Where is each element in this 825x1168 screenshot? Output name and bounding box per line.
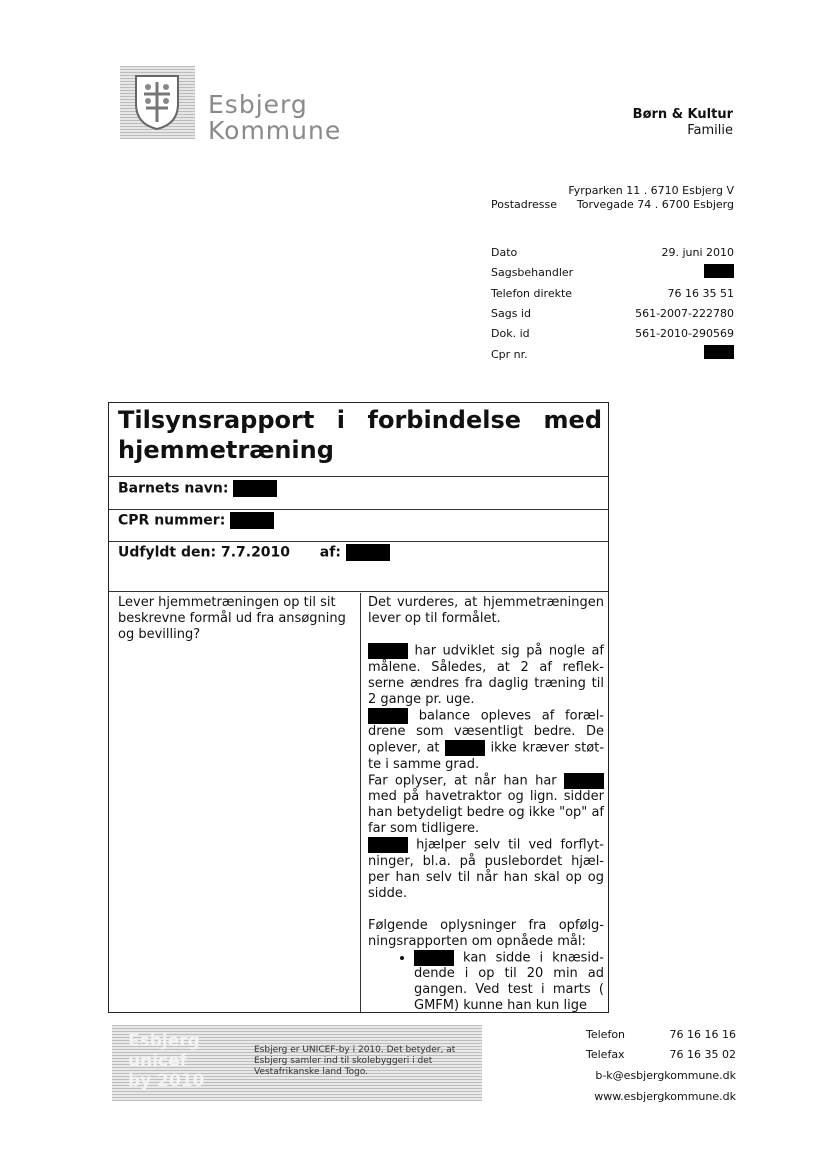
answer-paragraph-3: balance opleves af foræl-drene som væsentligt bedre. De oplever, at ikke kræver støt-te i samme grad.: [368, 708, 605, 772]
logo-line-2: Kommune: [208, 116, 342, 145]
answer-paragraph-5: hjælper selv til ved forflyt-ninger, bl.a. på puslebordet hjæl-per han selv til når han skal op og sidde.: [368, 837, 604, 901]
report-form: [108, 402, 609, 1013]
answer-text: [368, 595, 604, 1014]
unicef-logo-line-2: unicef: [128, 1051, 188, 1071]
coat-of-arms-icon: [120, 66, 195, 139]
question-text: Lever hjemmetræningen op til sit beskrevne formål ud fra ansøgning og bevilling?: [118, 595, 346, 642]
child-name-redacted: [233, 480, 277, 497]
filled-by-label: af:: [319, 544, 341, 561]
child-name-label: Barnets navn:: [118, 480, 229, 497]
doc-id-value: 561-2010-290569: [635, 327, 734, 340]
caseworker-label: Sagsbehandler: [491, 266, 574, 279]
address-line-1: Fyrparken 11 . 6710 Esbjerg V: [568, 184, 734, 197]
unicef-logo-line-3: by 2010: [128, 1071, 205, 1091]
filled-row: [118, 544, 390, 561]
unicef-banner: [112, 1025, 482, 1101]
department-block: [633, 107, 733, 139]
case-id-value: 561-2007-222780: [635, 307, 734, 320]
date-value: 29. juni 2010: [661, 246, 734, 259]
cpr-number-label: CPR nummer:: [118, 512, 226, 529]
footer-email[interactable]: b-k@esbjergkommune.dk: [595, 1069, 736, 1082]
unicef-logo: [128, 1031, 204, 1091]
answer-paragraph-2: har udviklet sig på nogle af målene. Således, at 2 af reflek-serne ændres fra daglig træning til 2 gange pr. uge.: [368, 643, 604, 707]
unicef-logo-line-1: Esbjerg: [128, 1031, 200, 1051]
address-line-2: Torvegade 74 . 6700 Esbjerg: [576, 198, 734, 211]
filled-date-label: Udfyldt den: 7.7.2010: [118, 544, 291, 561]
doc-id-label: Dok. id: [491, 327, 530, 340]
address-label: Postadresse: [491, 198, 558, 211]
cpr-label: Cpr nr.: [491, 348, 528, 361]
report-title: Tilsynsrapport i forbindelse med hjemmetræning: [118, 406, 602, 464]
answer-bullet-1: • kan sidde i knæsid-dende i op til 20 min ad gangen. Ved test i marts ( GMFM) kunne han kun lige: [414, 950, 604, 1015]
case-id-label: Sags id: [491, 307, 531, 320]
logo-line-1: Esbjerg: [208, 90, 308, 119]
answer-bullet-list: [368, 950, 604, 1015]
department-name: Børn & Kultur: [632, 107, 733, 122]
column-divider: [360, 593, 361, 1012]
phone-direct-value: 76 16 35 51: [667, 287, 734, 300]
footer-phone-value: 76 16 16 16: [669, 1028, 736, 1041]
divider: [109, 591, 608, 592]
child-name-row: [118, 480, 277, 497]
answer-paragraph-1: Det vurderes, at hjemmetræningen lever op til formålet.: [368, 595, 604, 626]
divider: [109, 476, 608, 477]
address-block: [568, 184, 734, 212]
footer-fax-value: 76 16 35 02: [669, 1048, 736, 1061]
answer-paragraph-4: Far oplyser, at når han har med på havetraktor og lign. sidder han betydeligt bedre og ikke "op" af far som tidligere.: [368, 773, 604, 836]
footer-website[interactable]: www.esbjergkommune.dk: [594, 1090, 736, 1103]
cpr-redacted: [704, 345, 734, 359]
unicef-text: Esbjerg er UNICEF-by i 2010. Det betyder, at Esbjerg samler ind til skolebyggeri i det Vestafrikanske land Togo.: [254, 1045, 456, 1077]
filled-by-redacted: [346, 544, 390, 561]
answer-paragraph-6: Følgende oplysninger fra opfølg-ningsrapporten om opnåede mål:: [368, 917, 604, 949]
cpr-row: [118, 512, 274, 529]
municipality-logo-text: [208, 92, 341, 144]
date-label: Dato: [491, 246, 518, 259]
cpr-number-redacted: [230, 512, 274, 529]
caseworker-redacted: [704, 264, 734, 278]
footer-fax-label: Telefax: [586, 1048, 625, 1061]
divider: [109, 541, 608, 542]
phone-direct-label: Telefon direkte: [491, 287, 573, 300]
department-unit: Familie: [687, 123, 733, 138]
footer-phone-label: Telefon: [586, 1028, 626, 1041]
divider: [109, 509, 608, 510]
